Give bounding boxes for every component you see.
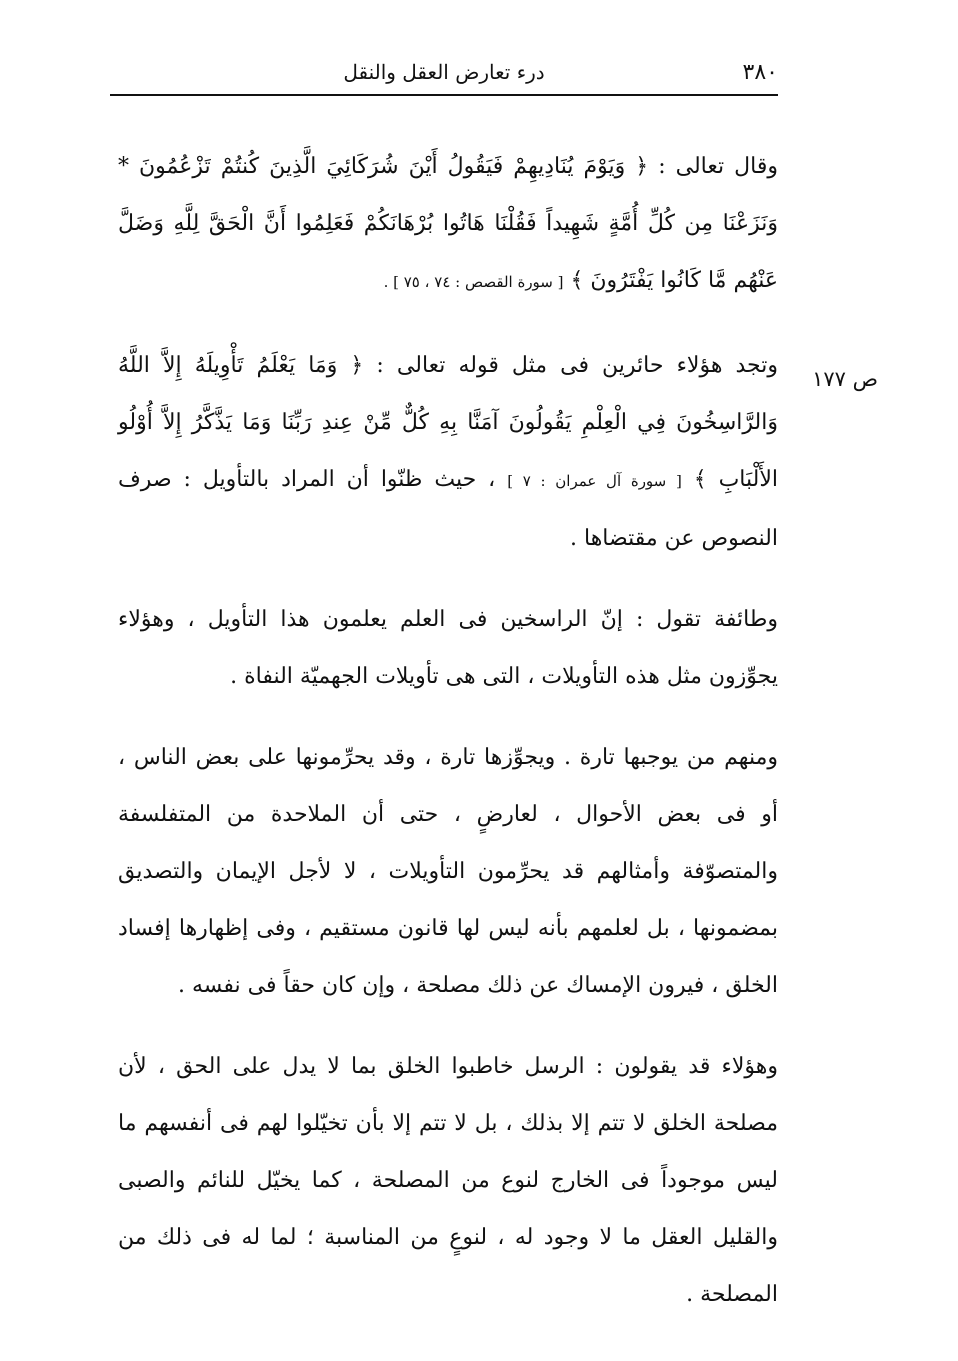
paragraph-gap	[118, 705, 778, 729]
paragraph-2-rest: ، حيث ظنّوا أن المراد بالتأويل : صرف النصوص عن مقتضاها .	[118, 467, 778, 551]
page-body	[118, 138, 778, 1323]
paragraph-3: وطائفة تقول : إنّ الراسخين فى العلم يعلمون هذا التأويل ، وهؤلاء يجوِّزون مثل هذه التأويلات ، التى هى تأويلات الجهميّة النفاة .	[118, 607, 778, 689]
verse-close-bracket: ﴾	[693, 467, 707, 492]
paragraph-5: وهؤلاء قد يقولون : الرسل خاطبوا الخلق بما لا يدل على الحق ، لأن مصلحة الخلق لا تتم إلا بذلك ، بل لا تتم إلا بأن تخيّلوا لهم فى أنفسهم ما ليس موجوداً فى الخارج لنوع من المصلحة ، كما يخيّل للنائم والصبى والقليل العقل ما لا وجود له ، لنوعٍ من المناسبة ؛ لما له فى ذلك من المصلحة .	[118, 1054, 778, 1307]
paragraph-gap	[118, 567, 778, 591]
citation-al-imran: [ سورة آل عمران : ٧ ]	[507, 472, 682, 490]
verse-close-bracket: ﴾	[570, 268, 584, 293]
paragraph-2	[118, 337, 778, 567]
margin-page-reference: ص ١٧٧	[812, 367, 878, 391]
running-title: درء تعارض العقل والنقل	[343, 60, 545, 84]
paragraph-4: ومنهم من يوجبها تارة . ويجوِّزها تارة ، وقد يحرِّمونها على بعض الناس ، أو فى بعض الأحوال ، لعارضٍ ، حتى أن الملاحدة من المتفلسفة والمتصوّفة وأمثالهم قد يحرِّمون التأويلات ، لا لأجل الإيمان والتصديق بمضمونها ، بل لعلمهم بأنه ليس لها قانون مستقيم ، وفى إظهارها إفساد الخلق ، فيرون الإمساك عن ذلك مصلحة ، وإن كان حقاً فى نفسه .	[118, 745, 778, 998]
page-number: ٣٨٠	[742, 60, 778, 85]
paragraph-gap	[118, 313, 778, 337]
citation-qasas: [ سورة القصص : ٧٤ ، ٧٥ ] .	[383, 273, 564, 291]
verse-open-bracket: ﴿	[350, 353, 364, 378]
verse-open-bracket: ﴿	[635, 154, 649, 179]
page-header	[110, 56, 778, 96]
paragraph-gap	[118, 1014, 778, 1038]
paragraph-2-intro: وتجد هؤلاء حائرين فى مثل قوله تعالى :	[376, 353, 779, 378]
paragraph-1	[118, 138, 778, 311]
quran-verse-qasas: وَيَوْمَ يُنَادِيهِمْ فَيَقُولُ أَيْنَ شُرَكَائِيَ الَّذِينَ كُنتُمْ تَزْعُمُونَ * وَنَزَعْنَا مِن كُلِّ أُمَّةٍ شَهِيداً فَقُلْنَا هَاتُوا بُرْهَانَكُمْ فَعَلِمُوا أَنَّ الْحَقَّ لِلَّهِ وَضَلَّ عَنْهُم مَّا كَانُوا يَفْتَرُونَ	[118, 154, 778, 293]
quran-verse-al-imran: وَمَا يَعْلَمُ تَأْوِيلَهُ إِلاَّ اللَّهُ وَالرَّاسِخُونَ فِي الْعِلْمِ يَقُولُونَ آمَنَّا بِهِ كُلٌّ مِّنْ عِندِ رَبِّنَا وَمَا يَذَّكَّرُ إِلاَّ أُوْلُو الأَلْبَابِ	[118, 353, 778, 492]
paragraph-1-intro: وقال تعالى :	[658, 154, 778, 179]
